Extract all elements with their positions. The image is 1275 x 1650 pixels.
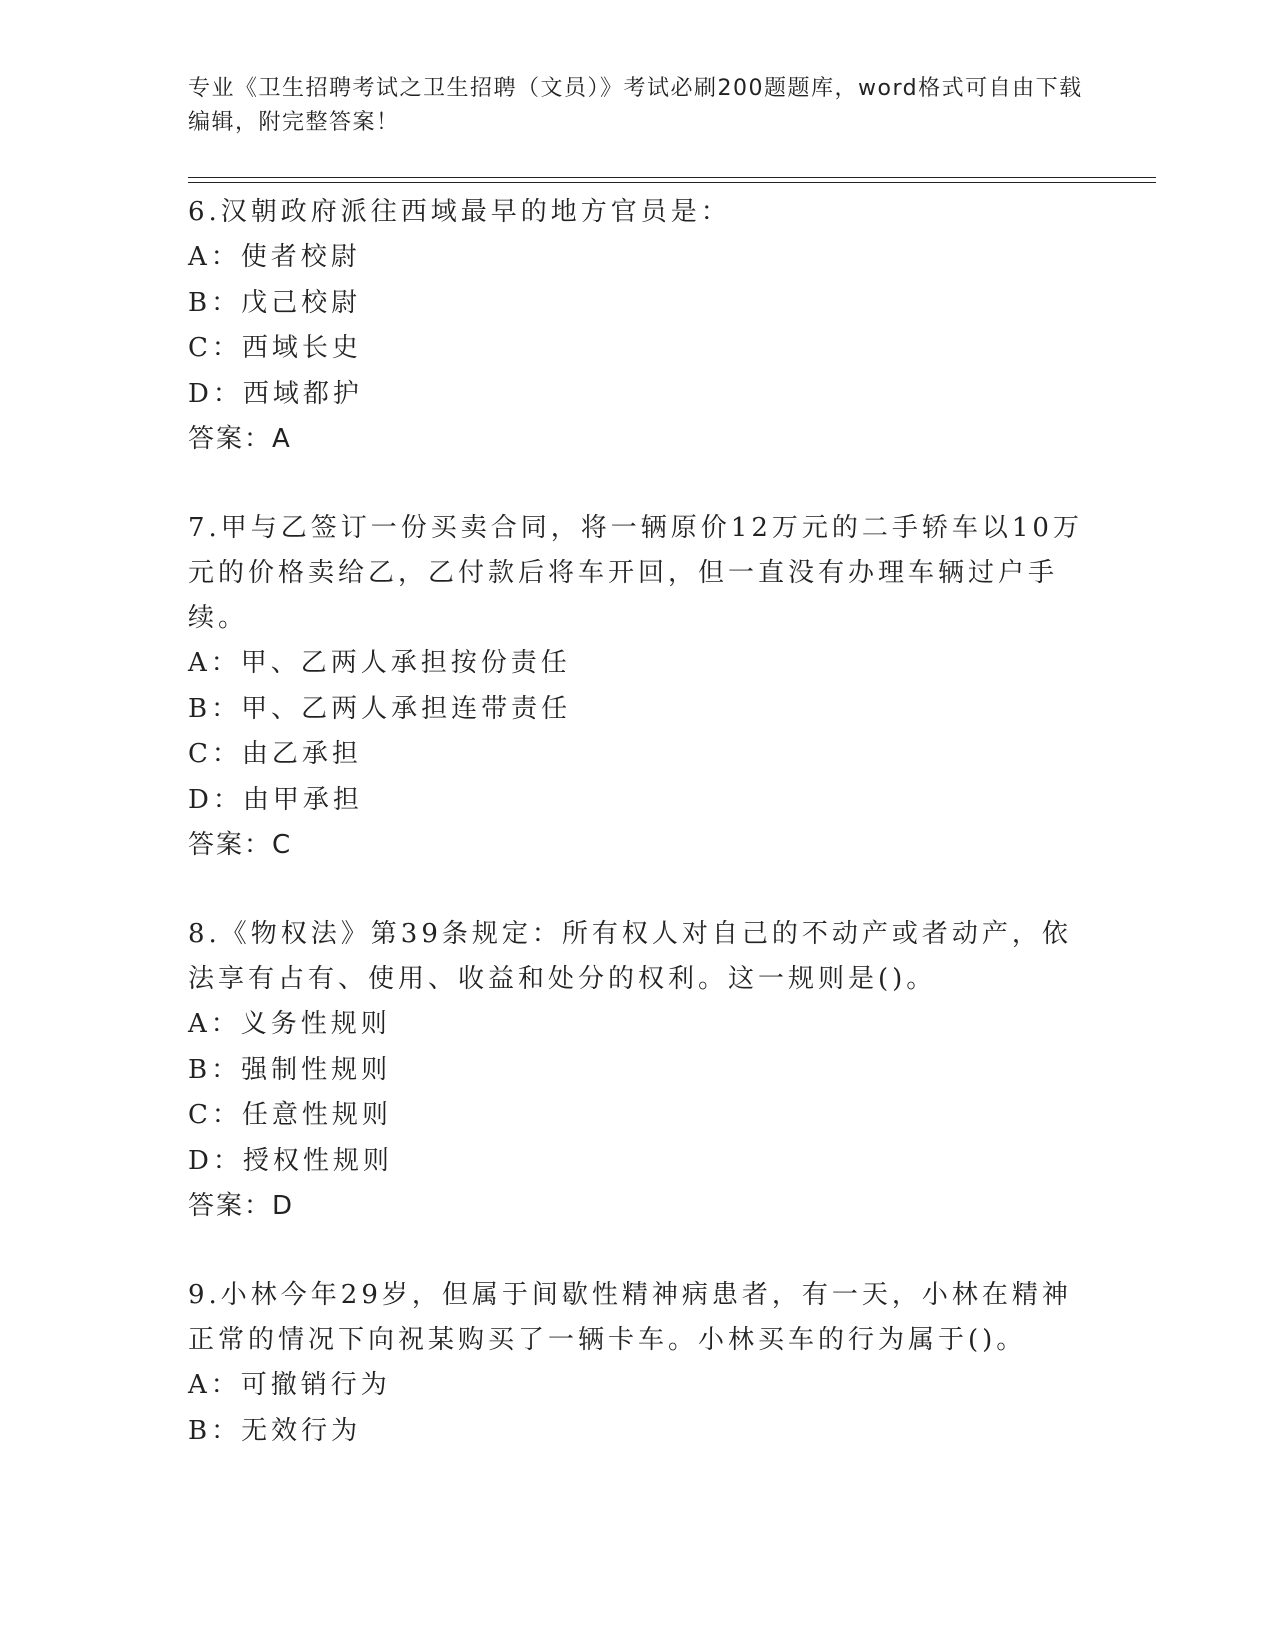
question-stem: 6.汉朝政府派往西域最早的地方官员是： bbox=[188, 197, 731, 227]
option-b: B：戊己校尉 bbox=[188, 287, 362, 318]
question-list bbox=[188, 190, 1088, 1498]
document-header: 专业《卫生招聘考试之卫生招聘（文员）》考试必刷200题题库，word格式可自由下载编辑，附完整答案！ bbox=[188, 76, 1083, 135]
option-c: C：西域长史 bbox=[188, 333, 362, 363]
question-9 bbox=[188, 1273, 1088, 1454]
option-a: A：可撤销行为 bbox=[188, 1370, 391, 1400]
option-c: C：由乙承担 bbox=[188, 739, 362, 769]
option-d: D：授权性规则 bbox=[188, 1145, 393, 1176]
option-d: D：西域都护 bbox=[188, 378, 363, 409]
option-a: A：义务性规则 bbox=[188, 1009, 391, 1039]
option-d: D：由甲承担 bbox=[188, 784, 363, 815]
option-c: C：任意性规则 bbox=[188, 1100, 392, 1130]
header-rule-bottom bbox=[188, 182, 1156, 183]
option-a: A：使者校尉 bbox=[188, 242, 361, 272]
question-8 bbox=[188, 912, 1088, 1229]
answer-line: 答案：C bbox=[188, 830, 293, 860]
option-a: A：甲、乙两人承担按份责任 bbox=[188, 648, 571, 678]
header-rule-top bbox=[188, 177, 1156, 178]
answer-line: 答案：A bbox=[188, 424, 292, 454]
option-b: B：强制性规则 bbox=[188, 1054, 392, 1085]
question-stem: 9.小林今年29岁，但属于间歇性精神病患者，有一天，小林在精神正常的情况下向祝某购买了一辆卡车。小林买车的行为属于()。 bbox=[188, 1280, 1072, 1355]
question-6 bbox=[188, 190, 1088, 462]
question-stem: 7.甲与乙签订一份买卖合同，将一辆原价12万元的二手轿车以10万元的价格卖给乙，乙付款后将车开回，但一直没有办理车辆过户手续。 bbox=[188, 513, 1083, 633]
option-b: B：甲、乙两人承担连带责任 bbox=[188, 693, 572, 724]
question-stem: 8.《物权法》第39条规定：所有权人对自己的不动产或者动产，依法享有占有、使用、收益和处分的权利。这一规则是()。 bbox=[188, 919, 1072, 994]
option-b: B：无效行为 bbox=[188, 1415, 362, 1446]
question-7 bbox=[188, 506, 1088, 868]
answer-line: 答案：D bbox=[188, 1191, 295, 1221]
